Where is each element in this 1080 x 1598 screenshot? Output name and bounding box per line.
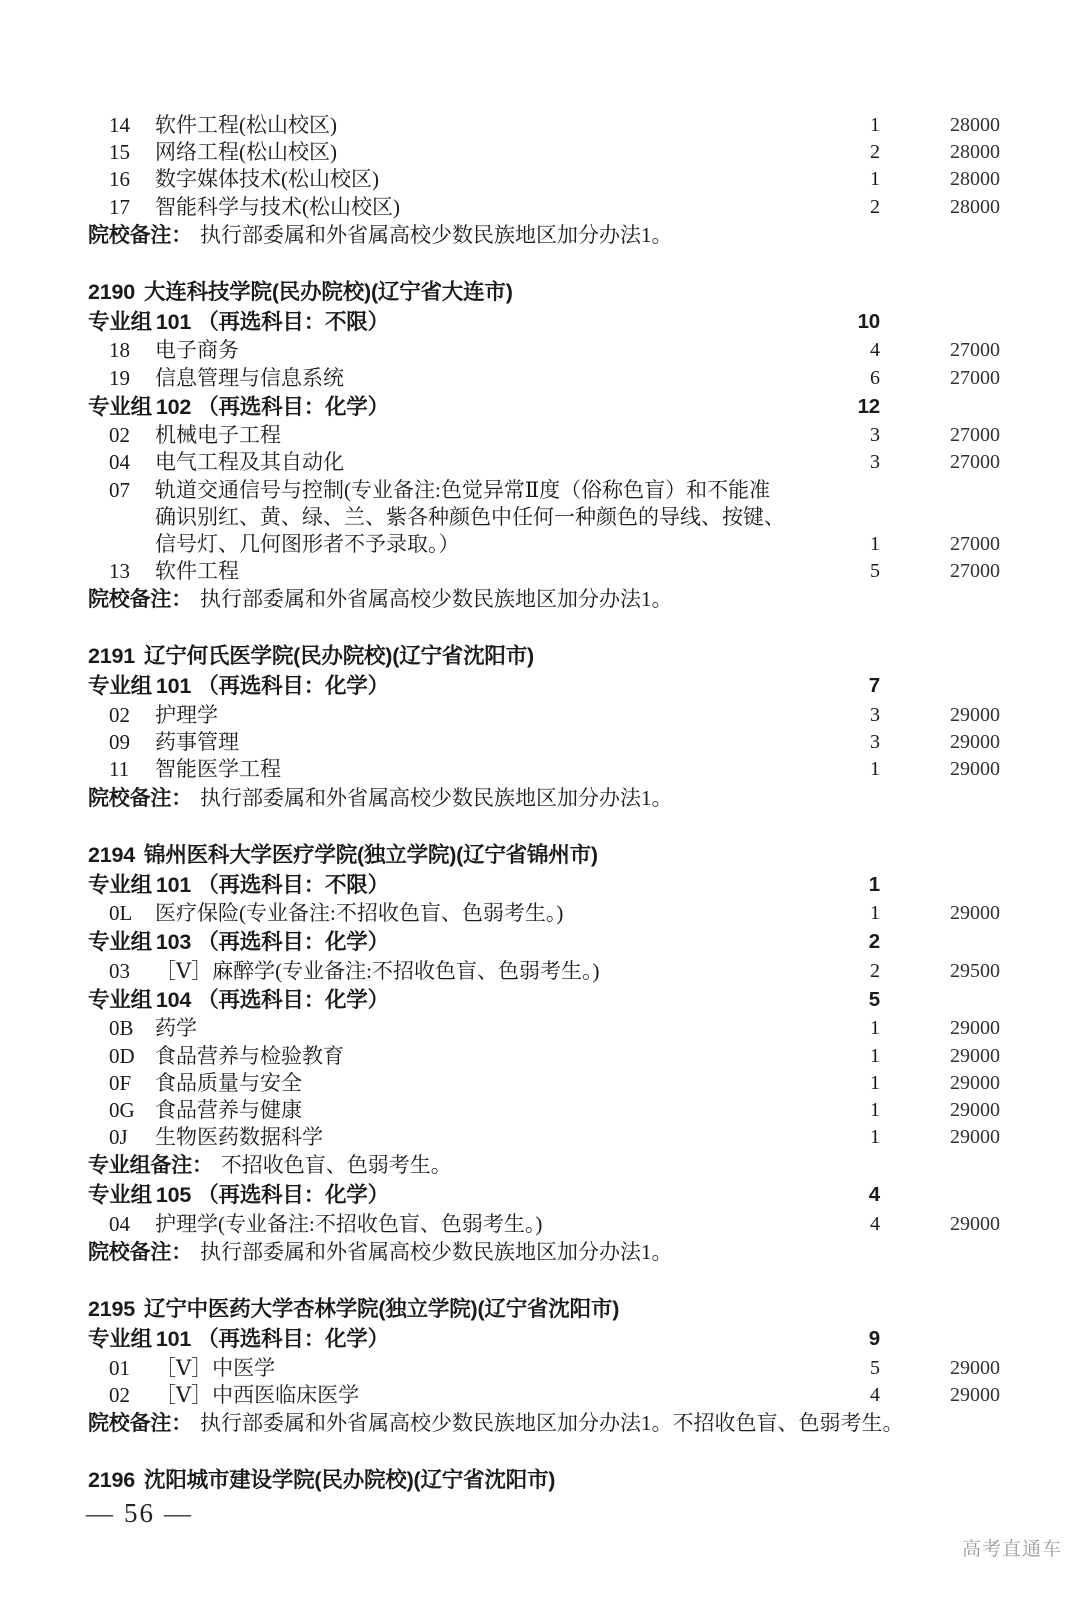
major-row <box>109 756 1000 783</box>
school-note-body: 执行部委属和外省属高校少数民族地区加分办法1。 <box>200 785 673 810</box>
major-fee: 29000 <box>950 731 1000 754</box>
school-code: 2195 <box>88 1297 136 1322</box>
major-quantity: 3 <box>870 451 880 474</box>
group-subject: （再选科目：化学） <box>197 394 389 419</box>
major-fee: 29500 <box>950 959 1000 982</box>
major-quantity: 6 <box>870 366 880 389</box>
school-note-body: 执行部委属和外省属高校少数民族地区加分办法1。 <box>200 222 673 247</box>
page-number: 56 <box>124 1498 155 1528</box>
major-name: 智能科学与技术(松山校区) <box>155 194 400 219</box>
school-code: 2190 <box>88 279 136 304</box>
major-code: 09 <box>109 730 130 755</box>
major-code: 15 <box>109 140 130 165</box>
school-code: 2191 <box>88 644 136 669</box>
school-name: 辽宁中医药大学杏林学院(独立学院)(辽宁省沈阳市) <box>144 1297 620 1322</box>
major-fee: 29000 <box>950 1212 1000 1235</box>
group-quantity: 9 <box>868 1327 880 1351</box>
school-note <box>88 221 1000 250</box>
major-row <box>109 139 1000 166</box>
major-fee: 29000 <box>950 1071 1000 1094</box>
major-fee: 29000 <box>950 1356 1000 1379</box>
group-prefix: 专业组 <box>88 872 152 897</box>
major-fee: 29000 <box>950 758 1000 781</box>
major-name: 机械电子工程 <box>155 423 281 448</box>
group-subject: （再选科目：不限） <box>197 872 389 897</box>
major-fee: 28000 <box>950 168 1000 191</box>
group-subject: （再选科目：化学） <box>197 930 389 955</box>
major-row <box>109 166 1000 193</box>
major-row <box>109 337 1000 364</box>
group-code: 101 <box>155 309 192 334</box>
school-note <box>88 784 1000 813</box>
major-quantity: 2 <box>870 141 880 164</box>
group-quantity: 12 <box>857 394 880 418</box>
major-row <box>109 900 1000 927</box>
major-row <box>109 1355 1000 1382</box>
major-code: 02 <box>109 423 130 448</box>
group-quantity: 4 <box>868 1183 880 1207</box>
major-row <box>109 702 1000 729</box>
major-group-header <box>88 927 1000 958</box>
major-row <box>109 1070 1000 1097</box>
major-name: 网络工程(松山校区) <box>155 140 337 165</box>
major-group-header <box>88 985 1000 1016</box>
major-group-header <box>88 1324 1000 1355</box>
group-quantity: 2 <box>868 930 880 954</box>
major-quantity: 1 <box>870 1044 880 1067</box>
school-header <box>88 277 1000 307</box>
major-name: 生物医药数据科学 <box>155 1125 323 1150</box>
group-prefix: 专业组 <box>88 987 152 1012</box>
group-subject: （再选科目：不限） <box>197 309 389 334</box>
major-quantity: 1 <box>870 1126 880 1149</box>
major-code: 02 <box>109 702 130 727</box>
group-code: 101 <box>155 674 192 699</box>
major-quantity: 1 <box>870 1017 880 1040</box>
major-group-note <box>88 1151 1000 1180</box>
major-fee: 27000 <box>950 424 1000 447</box>
major-name: 信息管理与信息系统 <box>155 365 344 390</box>
major-name: 电气工程及其自动化 <box>155 450 344 475</box>
major-code: 0F <box>109 1070 132 1095</box>
major-fee: 29000 <box>950 1126 1000 1149</box>
major-code: 0G <box>109 1098 135 1123</box>
major-name: 护理学 <box>155 702 218 727</box>
major-code: 02 <box>109 1382 130 1407</box>
school-note-label: 院校备注： <box>88 1412 192 1436</box>
major-quantity: 5 <box>870 1356 880 1379</box>
school-header <box>88 641 1000 671</box>
school-name: 锦州医科大学医疗学院(独立学院)(辽宁省锦州市) <box>144 842 598 867</box>
major-quantity: 4 <box>870 339 880 362</box>
major-name: 软件工程 <box>155 559 239 584</box>
major-fee: 27000 <box>950 560 1000 583</box>
major-quantity: 1 <box>870 1099 880 1122</box>
major-quantity: 1 <box>870 1071 880 1094</box>
major-code: 0D <box>109 1043 135 1068</box>
group-code: 103 <box>155 930 192 955</box>
group-quantity: 7 <box>868 674 880 698</box>
group-code: 101 <box>155 872 192 897</box>
group-note-body: 不招收色盲、色弱考生。 <box>220 1153 452 1178</box>
group-prefix: 专业组 <box>88 394 152 419</box>
group-subject: （再选科目：化学） <box>197 1183 389 1208</box>
major-row <box>109 1211 1000 1238</box>
major-name: ［Ⅴ］中医学 <box>155 1355 276 1380</box>
major-row <box>109 958 1000 985</box>
group-quantity: 5 <box>868 987 880 1011</box>
major-code: 0J <box>109 1125 128 1150</box>
major-fee: 29000 <box>950 1017 1000 1040</box>
footer-dash-left: — <box>86 1498 115 1528</box>
major-quantity: 1 <box>870 533 880 556</box>
major-code: 13 <box>109 559 130 584</box>
school-header <box>88 1294 1000 1324</box>
major-fee: 29000 <box>950 703 1000 726</box>
major-fee: 27000 <box>950 451 1000 474</box>
major-quantity: 1 <box>870 168 880 191</box>
major-row <box>109 1124 1000 1151</box>
school-note-body: 执行部委属和外省属高校少数民族地区加分办法1。 <box>200 587 673 612</box>
major-row <box>109 477 1000 559</box>
school-note-body: 执行部委属和外省属高校少数民族地区加分办法1。 <box>200 1240 673 1265</box>
major-fee: 27000 <box>950 339 1000 362</box>
major-quantity: 1 <box>870 114 880 136</box>
school-header <box>88 1465 1000 1495</box>
school-name: 沈阳城市建设学院(民办院校)(辽宁省沈阳市) <box>144 1468 556 1493</box>
footer-dash-right: — <box>164 1498 193 1528</box>
major-code: 11 <box>109 757 130 782</box>
major-name: 食品营养与检验教育 <box>155 1043 344 1068</box>
major-name: 药事管理 <box>155 730 239 755</box>
major-name: 轨道交通信号与控制(专业备注:色觉异常Ⅱ度（俗称色盲）和不能准确识别红、黄、绿、兰、紫各种颜色中任何一种颜色的导线、按键、信号灯、几何图形者不予录取。） <box>155 477 785 557</box>
major-quantity: 4 <box>870 1212 880 1235</box>
group-prefix: 专业组 <box>88 309 152 334</box>
major-row <box>109 365 1000 392</box>
major-code: 01 <box>109 1355 130 1380</box>
major-name: ［Ⅴ］中西医临床医学 <box>155 1382 360 1407</box>
school-name: 辽宁何氏医学院(民办院校)(辽宁省沈阳市) <box>144 644 534 669</box>
major-quantity: 3 <box>870 424 880 447</box>
group-code: 101 <box>155 1327 192 1352</box>
major-name: 电子商务 <box>155 338 239 363</box>
major-fee: 29000 <box>950 1383 1000 1406</box>
major-quantity: 2 <box>870 195 880 218</box>
group-prefix: 专业组 <box>88 930 152 955</box>
school-note-label: 院校备注： <box>88 223 192 247</box>
major-fee: 28000 <box>950 141 1000 164</box>
major-fee: 27000 <box>950 366 1000 389</box>
major-row <box>109 558 1000 585</box>
major-name: 软件工程(松山校区) <box>155 113 337 137</box>
group-code: 104 <box>155 987 192 1012</box>
major-name: 智能医学工程 <box>155 757 281 782</box>
group-prefix: 专业组 <box>88 1327 152 1352</box>
group-quantity: 10 <box>857 309 880 333</box>
school-code: 2196 <box>88 1468 136 1493</box>
major-code: 07 <box>109 477 130 502</box>
major-quantity: 3 <box>870 703 880 726</box>
page-content <box>88 112 1000 1495</box>
major-code: 16 <box>109 167 130 192</box>
major-row <box>109 729 1000 756</box>
watermark: 高考直通车 <box>961 1539 1062 1560</box>
major-code: 0B <box>109 1016 134 1041</box>
school-note <box>88 1238 1000 1267</box>
major-group-header <box>88 392 1000 423</box>
major-name: 药学 <box>155 1016 197 1041</box>
school-name: 大连科技学院(民办院校)(辽宁省大连市) <box>144 279 513 304</box>
school-note-label: 院校备注： <box>88 1241 192 1265</box>
major-name: 医疗保险(专业备注:不招收色盲、色弱考生。) <box>155 901 564 926</box>
major-row <box>109 1043 1000 1070</box>
group-subject: （再选科目：化学） <box>197 987 389 1012</box>
major-row <box>109 1015 1000 1042</box>
major-name: 食品营养与健康 <box>155 1098 302 1123</box>
major-row <box>109 449 1000 476</box>
major-name: 数字媒体技术(松山校区) <box>155 167 379 192</box>
major-fee: 29000 <box>950 1099 1000 1122</box>
page-footer <box>86 1498 193 1529</box>
group-code: 102 <box>155 394 192 419</box>
school-header <box>88 840 1000 870</box>
major-row <box>109 422 1000 449</box>
school-code: 2194 <box>88 842 136 867</box>
major-code: 14 <box>109 113 130 137</box>
major-code: 04 <box>109 450 130 475</box>
major-code: 19 <box>109 365 130 390</box>
major-row <box>109 1382 1000 1409</box>
major-quantity: 1 <box>870 902 880 925</box>
major-quantity: 1 <box>870 758 880 781</box>
major-quantity: 5 <box>870 560 880 583</box>
major-code: 03 <box>109 958 130 983</box>
major-group-header <box>88 1180 1000 1211</box>
major-row <box>109 194 1000 221</box>
group-prefix: 专业组 <box>88 674 152 699</box>
group-subject: （再选科目：化学） <box>197 674 389 699</box>
major-fee: 27000 <box>950 533 1000 556</box>
school-note <box>88 585 1000 614</box>
group-quantity: 1 <box>868 872 880 896</box>
group-note-label: 专业组备注： <box>88 1154 213 1178</box>
major-quantity: 2 <box>870 959 880 982</box>
major-group-header <box>88 307 1000 338</box>
major-group-header <box>88 671 1000 702</box>
major-code: 04 <box>109 1211 130 1236</box>
major-code: 18 <box>109 338 130 363</box>
major-code: 0L <box>109 901 133 926</box>
school-note-body: 执行部委属和外省属高校少数民族地区加分办法1。不招收色盲、色弱考生。 <box>200 1411 904 1436</box>
group-subject: （再选科目：化学） <box>197 1327 389 1352</box>
major-fee: 29000 <box>950 1044 1000 1067</box>
major-fee: 29000 <box>950 902 1000 925</box>
major-name: ［Ⅴ］麻醉学(专业备注:不招收色盲、色弱考生。) <box>155 958 600 983</box>
major-group-header <box>88 870 1000 901</box>
school-note <box>88 1409 1000 1438</box>
major-name: 食品质量与安全 <box>155 1070 302 1095</box>
school-note-label: 院校备注： <box>88 588 192 612</box>
major-code: 17 <box>109 194 130 219</box>
major-quantity: 4 <box>870 1383 880 1406</box>
major-fee: 28000 <box>950 195 1000 218</box>
group-prefix: 专业组 <box>88 1183 152 1208</box>
major-fee: 28000 <box>950 114 1000 136</box>
major-row <box>109 112 1000 139</box>
major-name: 护理学(专业备注:不招收色盲、色弱考生。) <box>155 1211 543 1236</box>
school-note-label: 院校备注： <box>88 786 192 810</box>
group-code: 105 <box>155 1183 192 1208</box>
major-quantity: 3 <box>870 731 880 754</box>
major-row <box>109 1097 1000 1124</box>
